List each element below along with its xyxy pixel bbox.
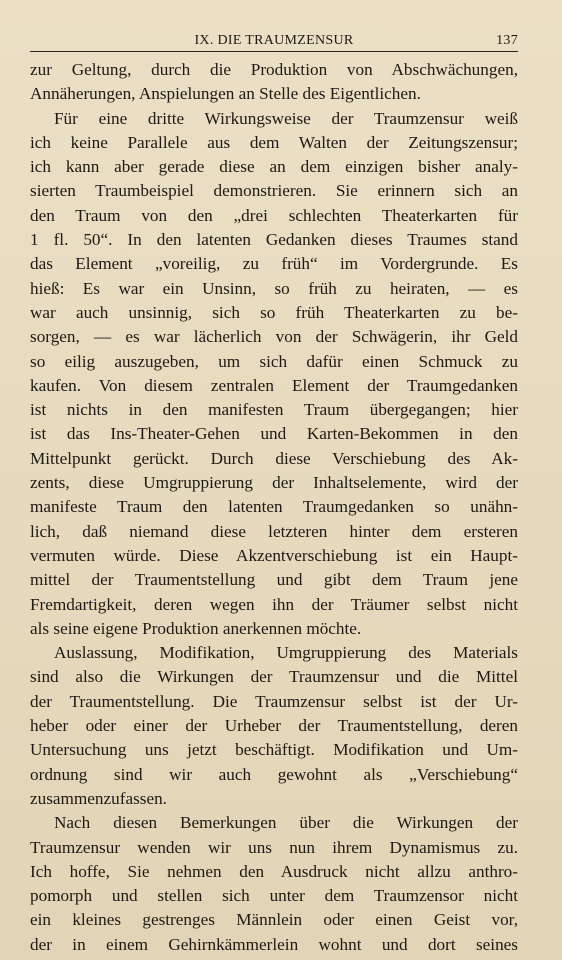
text-line: lich, daß niemand diese letzteren hinter dem ersteren	[30, 521, 518, 541]
text-line: als seine eigene Produktion anerkennen möchte.	[30, 618, 362, 638]
text-line: zusammenzufassen.	[30, 788, 167, 808]
text-line: heber oder einer der Urheber der Traumentstellung, deren	[30, 716, 518, 736]
page-header	[30, 33, 518, 52]
text-line: den Traum von den „drei schlechten Theaterkarten für	[30, 205, 518, 225]
text-line: ist das Ins-Theater-Gehen und Karten-Bekommen in den	[30, 424, 518, 444]
text-line: zents, diese Umgruppierung der Inhaltselemente, wird der	[30, 473, 518, 493]
text-line: pomorph und stellen sich unter dem Traumzensor nicht	[30, 886, 518, 906]
text-line: sierten Traumbeispiel demonstrieren. Sie erinnern sich an	[30, 181, 518, 201]
text-line: ich kann aber gerade diese an dem einzigen bisher analy-	[30, 157, 518, 177]
text-line: Mittelpunkt gerückt. Durch diese Verschiebung des Ak-	[30, 448, 518, 468]
text-line: Für eine dritte Wirkungsweise der Traumzensur weiß	[54, 108, 518, 128]
text-line: Auslassung, Modifikation, Umgruppierung des Materials	[54, 643, 518, 663]
text-line: vermuten würde. Diese Akzentverschiebung ist ein Haupt-	[30, 545, 518, 565]
body-text	[30, 58, 518, 957]
text-line: Annäherungen, Anspielungen an Stelle des Eigentlichen.	[30, 84, 421, 104]
text-line: ich keine Parallele aus dem Walten der Zeitungszensur;	[30, 132, 518, 152]
text-line: ordnung sind wir auch gewohnt als „Verschiebung“	[30, 764, 518, 784]
running-head: IX. DIE TRAUMZENSUR	[194, 33, 354, 48]
text-line: so eilig auszugeben, um sich dafür einen Schmuck zu	[30, 351, 518, 371]
text-line: Untersuchung uns jetzt beschäftigt. Modifikation und Um-	[30, 740, 518, 760]
text-line: der in einem Gehirnkämmerlein wohnt und dort seines	[30, 934, 518, 954]
text-line: Nach diesen Bemerkungen über die Wirkungen der	[54, 813, 518, 833]
text-line: Ich hoffe, Sie nehmen den Ausdruck nicht allzu anthro-	[30, 861, 518, 881]
text-line: kaufen. Von diesem zentralen Element der Traumgedanken	[30, 375, 518, 395]
text-line: 1 fl. 50“. In den latenten Gedanken dieses Traumes stand	[30, 230, 518, 250]
text-line: ist nichts in den manifesten Traum übergegangen; hier	[30, 400, 518, 420]
text-line: sorgen, — es war lächerlich von der Schwägerin, ihr Geld	[30, 327, 518, 347]
text-line: hieß: Es war ein Unsinn, so früh zu heiraten, — es	[30, 278, 518, 298]
text-line: ein kleines gestrenges Männlein oder einen Geist vor,	[30, 910, 518, 930]
text-line: war auch unsinnig, sich so früh Theaterkarten zu be-	[30, 302, 518, 322]
text-line: der Traumentstellung. Die Traumzensur selbst ist der Ur-	[30, 691, 518, 711]
text-line: Fremdartigkeit, deren wegen ihn der Träumer selbst nicht	[30, 594, 518, 614]
text-line: manifeste Traum den latenten Traumgedanken so unähn-	[30, 497, 518, 517]
text-line: mittel der Traumentstellung und gibt dem Traum jene	[30, 570, 518, 590]
text-line: Traumzensur wenden wir uns nun ihrem Dynamismus zu.	[30, 837, 518, 857]
page-number: 137	[496, 33, 518, 48]
text-line: das Element „voreilig, zu früh“ im Vordergrunde. Es	[30, 254, 518, 274]
text-line: zur Geltung, durch die Produktion von Abschwächungen,	[30, 60, 518, 79]
text-line: sind also die Wirkungen der Traumzensur und die Mittel	[30, 667, 518, 687]
